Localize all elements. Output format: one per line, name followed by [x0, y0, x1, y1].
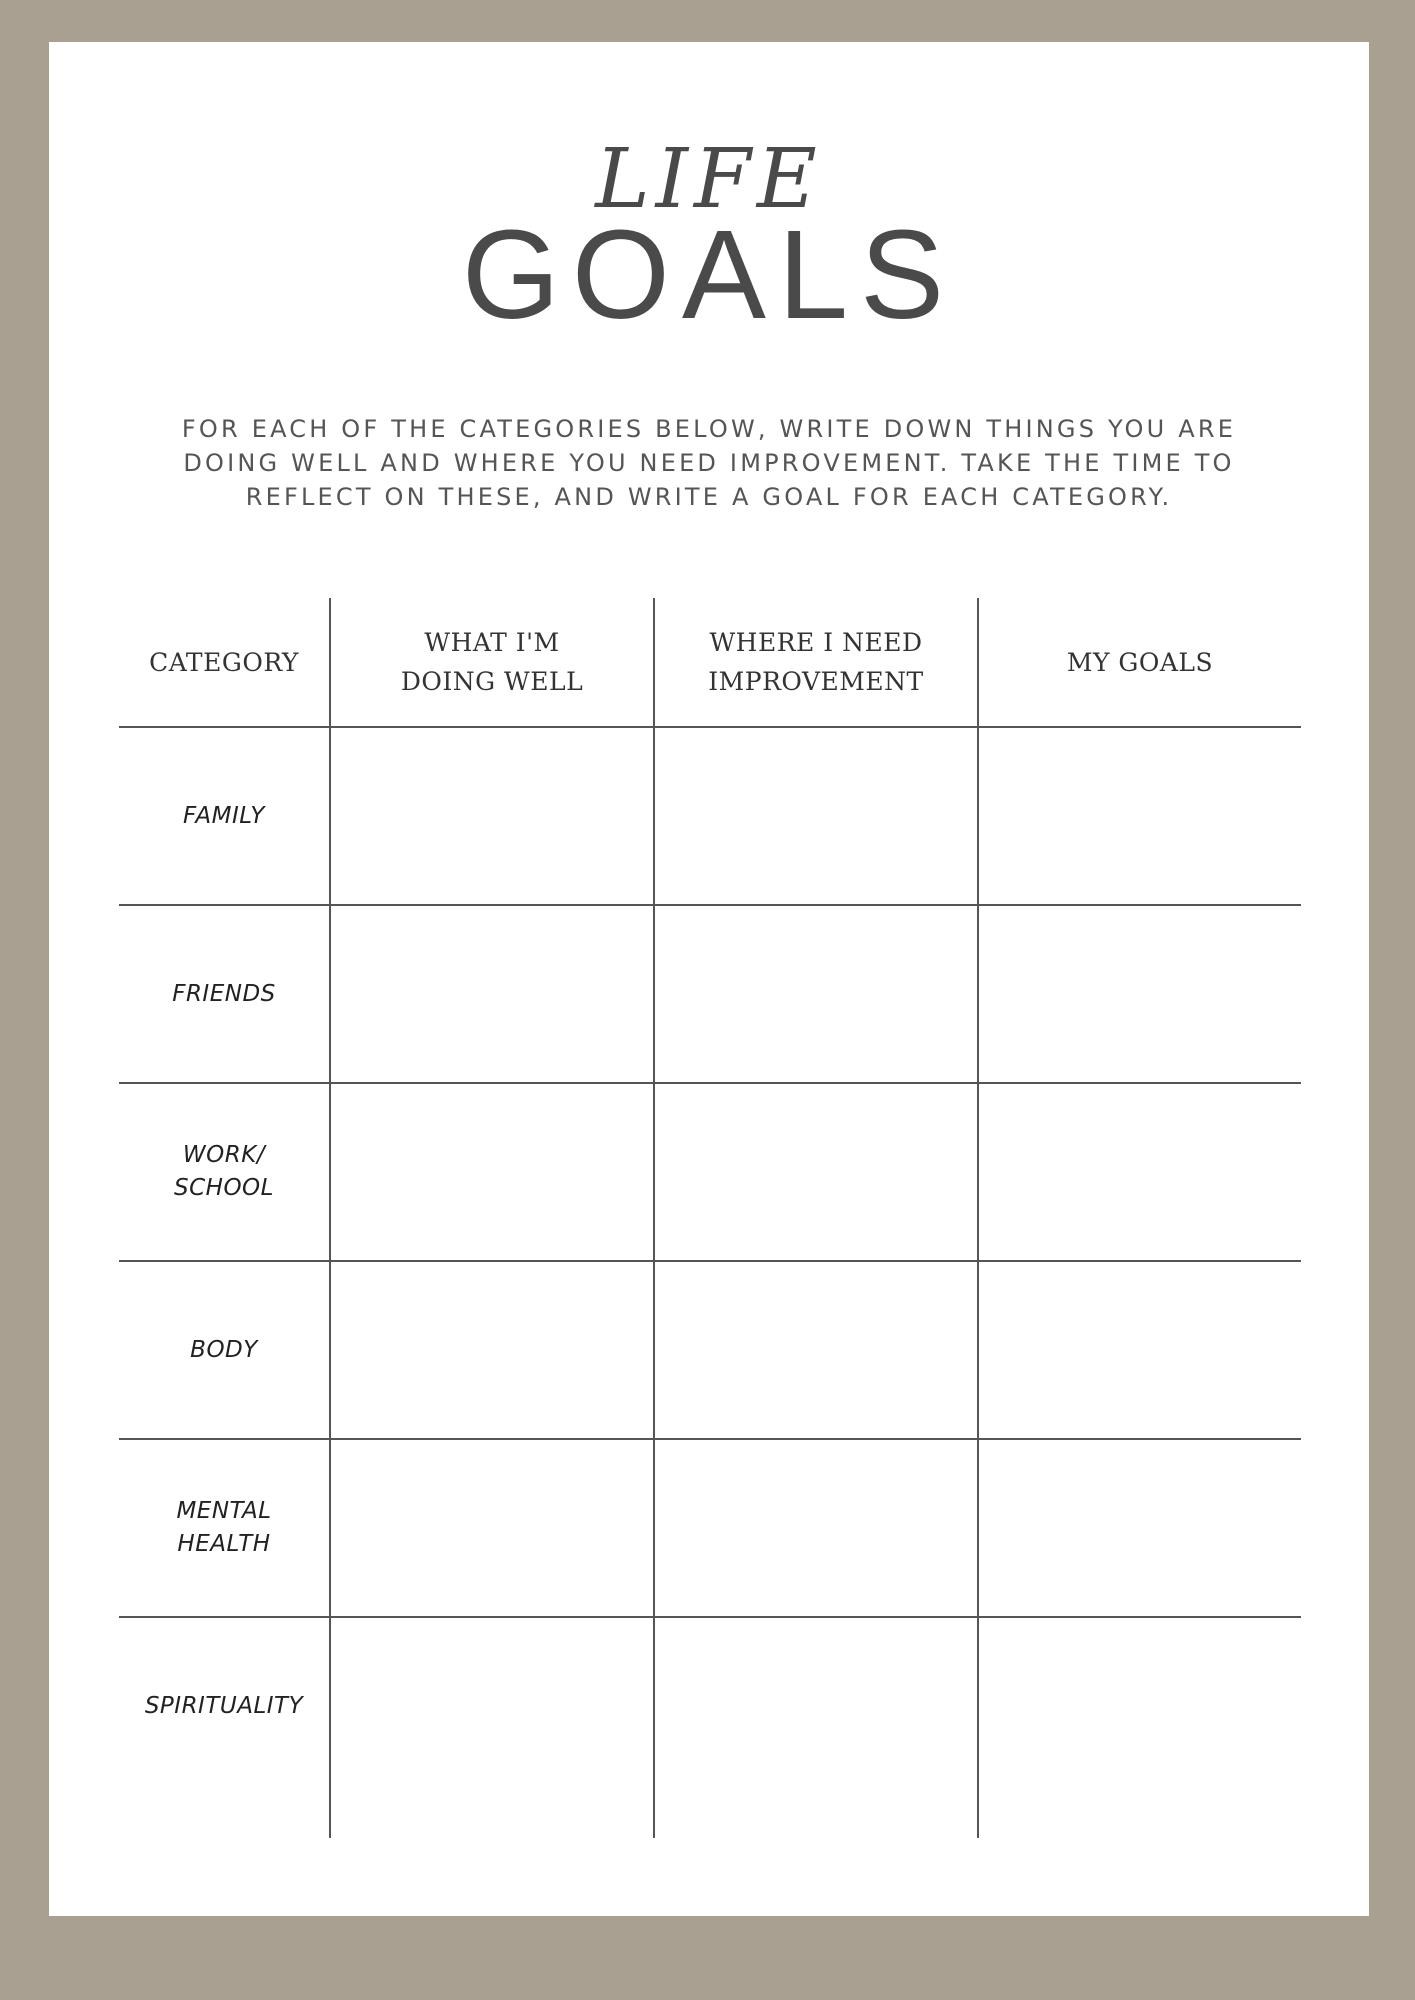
header-doing-well-label: WHAT I'M DOING WELL	[400, 628, 584, 696]
doing-well-cell-body[interactable]	[331, 1262, 653, 1438]
worksheet-page	[49, 42, 1369, 1916]
goal-cell-family[interactable]	[979, 728, 1301, 904]
category-cell-body	[119, 1262, 329, 1438]
improvement-cell-spirituality[interactable]	[655, 1618, 977, 1838]
header-need-improvement-label: WHERE I NEED IMPROVEMENT	[708, 628, 924, 696]
category-label: MENTAL HEALTH	[176, 1498, 272, 1557]
category-label: FAMILY	[183, 802, 265, 829]
header-category-label: CATEGORY	[149, 647, 299, 677]
header-my-goals	[979, 598, 1301, 726]
goal-cell-friends[interactable]	[979, 906, 1301, 1082]
goal-cell-work-school[interactable]	[979, 1084, 1301, 1260]
instructions-text: FOR EACH OF THE CATEGORIES BELOW, WRITE DOWN THINGS YOU ARE DOING WELL AND WHERE YOU NEED IMPROVEMENT. TAKE THE TIME TO REFLECT ON THESE, AND WRITE A GOAL FOR EACH CATEGORY.	[181, 415, 1237, 511]
goal-cell-body[interactable]	[979, 1262, 1301, 1438]
category-cell-mental-health	[119, 1440, 329, 1616]
header-need-improvement	[655, 598, 977, 726]
goal-cell-mental-health[interactable]	[979, 1440, 1301, 1616]
improvement-cell-friends[interactable]	[655, 906, 977, 1082]
category-label: FRIENDS	[172, 980, 276, 1007]
category-label: BODY	[190, 1336, 258, 1363]
doing-well-cell-mental-health[interactable]	[331, 1440, 653, 1616]
doing-well-cell-work-school[interactable]	[331, 1084, 653, 1260]
improvement-cell-mental-health[interactable]	[655, 1440, 977, 1616]
improvement-cell-body[interactable]	[655, 1262, 977, 1438]
improvement-cell-work-school[interactable]	[655, 1084, 977, 1260]
doing-well-cell-friends[interactable]	[331, 906, 653, 1082]
title-goals: GOALS	[461, 204, 957, 345]
header-category	[119, 598, 329, 726]
category-cell-spirituality	[119, 1618, 329, 1794]
title-life: LIFE	[595, 132, 823, 227]
category-label: WORK/ SCHOOL	[174, 1142, 274, 1201]
category-cell-friends	[119, 906, 329, 1082]
doing-well-cell-family[interactable]	[331, 728, 653, 904]
goal-cell-spirituality[interactable]	[979, 1618, 1301, 1838]
category-cell-family	[119, 728, 329, 904]
goals-table	[119, 598, 1301, 1838]
header-my-goals-label: MY GOALS	[1066, 647, 1214, 677]
header-doing-well	[331, 598, 653, 726]
category-cell-work-school	[119, 1084, 329, 1260]
improvement-cell-family[interactable]	[655, 728, 977, 904]
category-label: SPIRITUALITY	[144, 1692, 304, 1719]
doing-well-cell-spirituality[interactable]	[331, 1618, 653, 1838]
